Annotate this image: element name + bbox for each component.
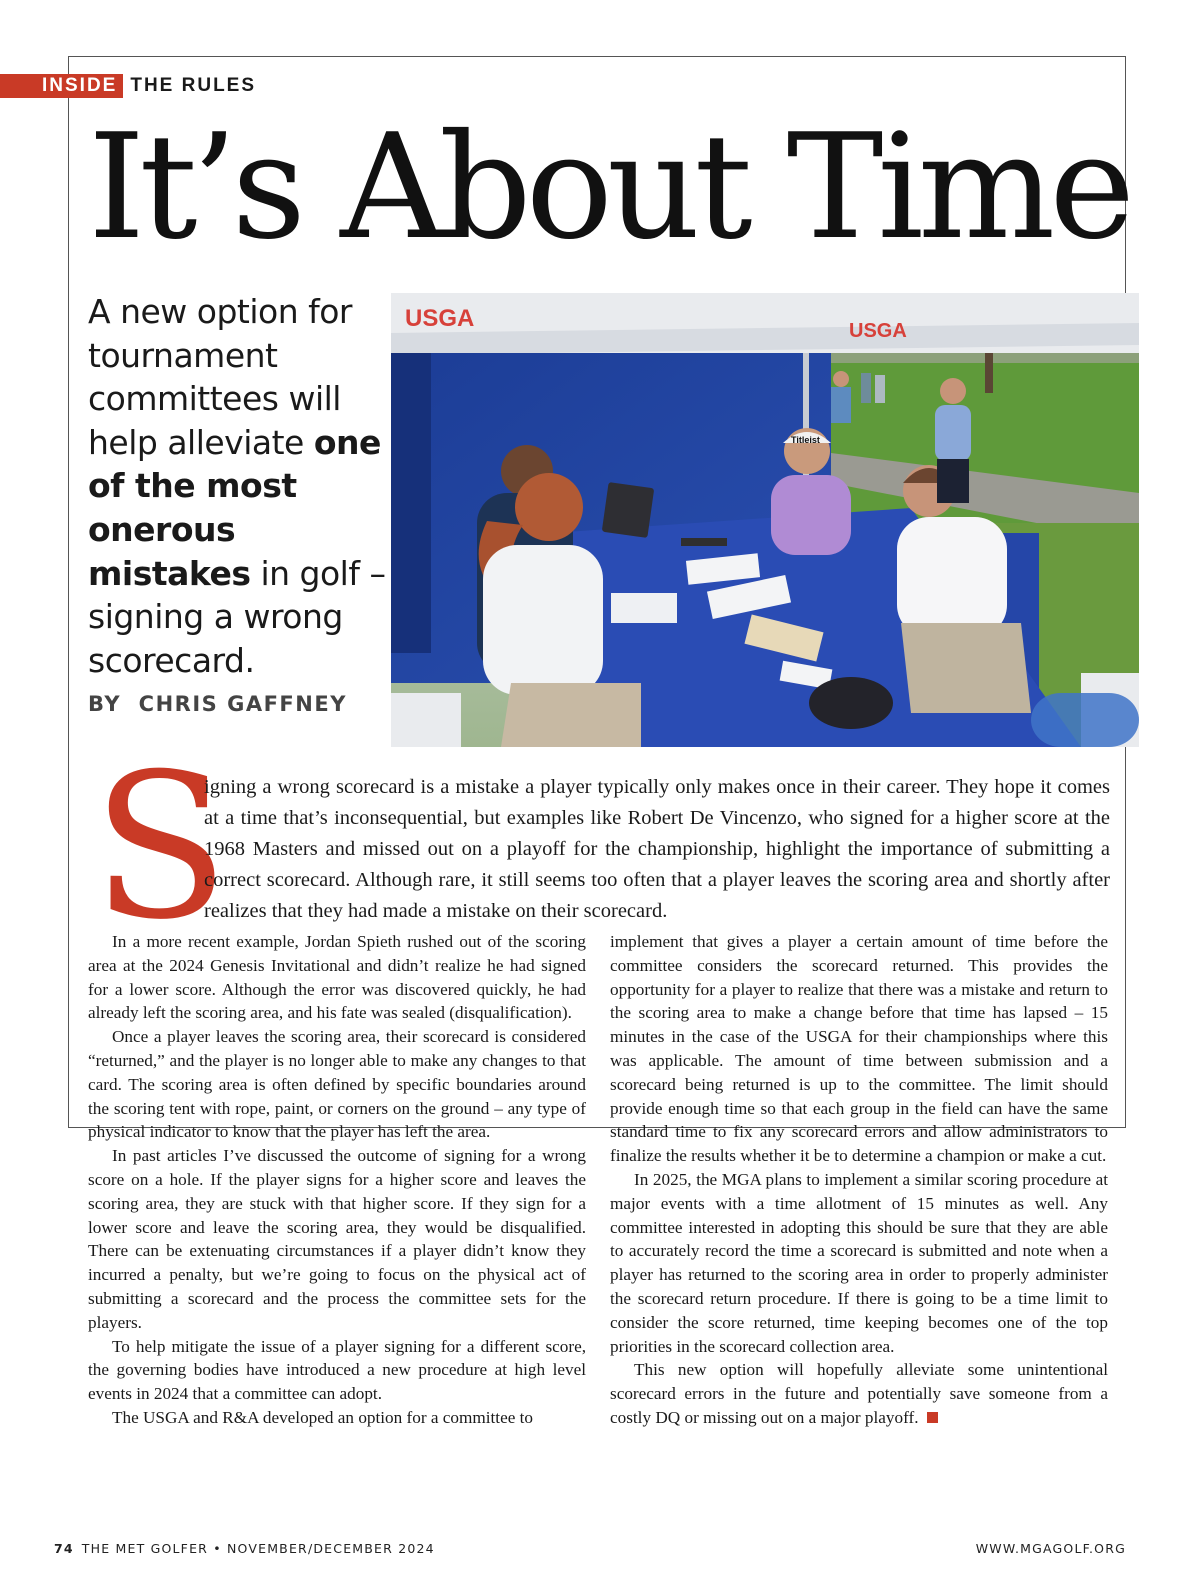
byline: BY CHRIS GAFFNEY <box>88 692 347 716</box>
scoring-tent-photo <box>391 293 1139 747</box>
section-kicker <box>0 74 256 98</box>
end-mark-icon <box>927 1412 938 1423</box>
kicker-highlight: INSIDE <box>0 74 123 98</box>
kicker-label: THE RULES <box>123 75 256 97</box>
tent-banner-logo-2: USGA <box>849 320 907 342</box>
footer-website: WWW.MGAGOLF.ORG <box>975 1541 1126 1556</box>
publication-line: THE MET GOLFER • NOVEMBER/DECEMBER 2024 <box>81 1541 435 1556</box>
page-number: 74 <box>54 1541 74 1556</box>
drop-cap: S <box>92 731 230 964</box>
tent-banner-logo: USGA <box>405 305 475 332</box>
article-title: It’s About Time <box>88 103 1130 272</box>
body-paragraph: In past articles I’ve discussed the outcome of signing for a wrong score on a hole. If the player signs for a higher score and leaves the scoring area, they are stuck with that higher score. If they sign for a lower score and leave the scoring area, they would be disqualified. There can be extenuating circumstances if a player didn’t know they incurred a penalty, but we’re going to focus on the physical act of submitting a scorecard and the process the committee sets for the players. <box>88 1146 586 1332</box>
body-column-right <box>610 930 1108 1430</box>
body-paragraph-continued: implement that gives a player a certain amount of time before the committee considers the scorecard returned. This provides the opportunity for a player to realize that there was a mistake and return to the scoring area to make a change before that time has lapsed – 15 minutes in the case of the USGA for their championships where this was applicable. The amount of time between submission and a scorecard being returned is up to the committee. The limit should provide enough time so that each group in the field can have the same standard time to fix any scorecard errors and allow administrators to finalize the results whether it be to determine a champion or make a cut. <box>610 932 1108 1166</box>
footer-folio <box>54 1541 435 1556</box>
lead-paragraph <box>88 731 1112 964</box>
body-paragraph: The USGA and R&A developed an option for a committee to <box>112 1407 534 1427</box>
body-paragraph-final <box>610 1358 1108 1429</box>
body-paragraph: To help mitigate the issue of a player signing for a different score, the governing bodies have introduced a new procedure at high level events in 2024 that a committee can adopt. <box>88 1336 586 1404</box>
body-paragraph: In a more recent example, Jordan Spieth rushed out of the scoring area at the 2024 Genesis Invitational and didn’t realize he had signed for a lower score. Although the error was discovered quickly, he had already left the scoring area, and his fate was sealed (disqualification). <box>88 932 586 1023</box>
deck-text-bold: one of the most onerous mistakes <box>88 422 381 593</box>
deck-text-start: A new option for tournament committees will help alleviate <box>88 292 352 462</box>
scoring-tent-illustration <box>391 293 1139 747</box>
final-paragraph-text: This new option will hopefully alleviate some unintentional scorecard errors in the future and potentially save someone from a costly DQ or missing out on a major playoff. <box>610 1360 1108 1427</box>
article-deck <box>88 290 388 682</box>
body-column-left <box>88 930 586 1430</box>
body-paragraph: Once a player leaves the scoring area, their scorecard is considered “returned,” and the player is no longer able to make any changes to that card. The scoring area is often defined by specific boundaries around the scoring tent with rope, paint, or corners on the ground – any type of physical indicator to know that the player has left the area. <box>88 1027 586 1142</box>
cap-logo: Titleist <box>791 435 820 445</box>
deck-text-end: in golf – signing a wrong scorecard. <box>88 553 386 680</box>
lead-text: igning a wrong scorecard is a mistake a player typically only makes once in their career. They hope it comes at a time that’s inconsequential, but examples like Robert De Vincenzo, who signed for a higher score at the 1968 Masters and missed out on a playoff for the championship, highlight the importance of submitting a correct scorecard. Although rare, it still seems too often that a player leaves the scoring area and shortly after realizes that they had made a mistake on their scorecard. <box>204 776 1110 922</box>
body-paragraph: In 2025, the MGA plans to implement a similar scoring procedure at major events with a time allotment of 15 minutes as well. Any committee interested in adopting this should be sure that they are able to accurately record the time a scorecard is submitted and note when a player has returned to the scoring area in order to properly administer the scorecard return procedure. If there is going to be a time limit to consider the score returned, time keeping becomes one of the top priorities in the scorecard collection area. <box>610 1169 1108 1356</box>
